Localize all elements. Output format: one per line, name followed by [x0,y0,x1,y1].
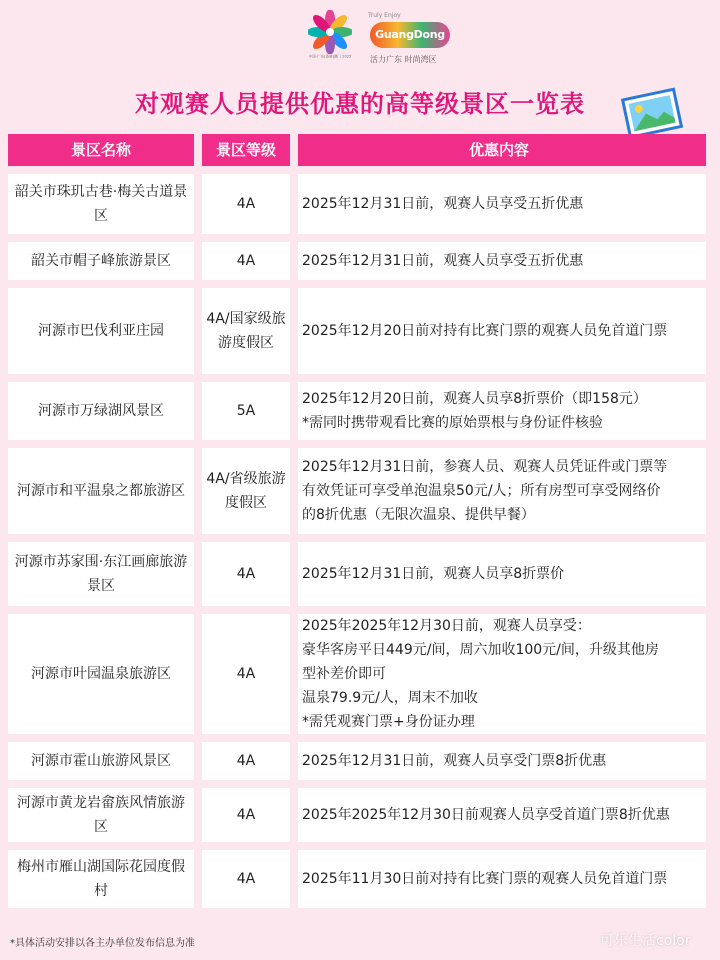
scenic-name-cell-line: 河源市苏家围·东江画廊 [14,554,160,570]
scenic-name-cell [8,174,194,234]
offer-content-cell-line: 2025年12月31日前，观赛人员享受五折优惠 [302,253,584,269]
header-cell-name: 景区名称 [8,134,194,166]
scenic-level-cell [202,242,290,280]
table-row [8,850,708,908]
scenic-name-cell-line: 河源市霍山旅游风景区 [31,753,171,769]
photo-sticker-icon [618,86,688,140]
scenic-level-cell-line: 4A [236,807,256,823]
offer-content-cell [298,288,706,374]
scenic-level-cell [202,614,290,734]
offer-content-cell-line: 2025年2025年12月30日前观赛人员享受首道门票8折优惠 [302,807,670,823]
table-row [8,448,708,534]
offer-content-cell [298,614,706,734]
offer-content-cell-line: 2025年12月20日前对持有比赛门票的观赛人员免首道门票 [302,323,668,339]
footnote: *具体活动安排以各主办单位发布信息为准 [10,938,195,949]
scenic-name-cell-line: 河源市万绿湖风景区 [38,403,164,419]
scenic-level-cell [202,448,290,534]
offer-content-cell-line: 2025年11月30日前对持有比赛门票的观赛人员免首道门票 [302,871,668,887]
scenic-level-cell-line: 4A [236,253,256,269]
offer-content-cell-line: 2025年12月31日前，参赛人员、观赛人员凭证件或门票等 [302,459,668,475]
offer-content-cell [298,742,706,780]
scenic-name-cell-line: 河源市和平温泉之都 [17,483,143,499]
table-row [8,788,708,842]
scenic-name-cell [8,788,194,842]
scenic-level-cell-line: 4A [236,196,256,212]
scenic-level-cell [202,742,290,780]
scenic-name-cell-line: 旅游区 [94,795,185,835]
scenic-level-cell [202,788,290,842]
offer-content-cell [298,850,706,908]
scenic-name-cell-line: 河源市叶园温泉旅游区 [31,666,171,682]
offer-content-cell-line: 豪华客房平日449元/间，周六加收100元/间，升级其他房 [302,642,659,658]
offer-content-cell-line: 型补差价即可 [302,666,386,682]
table-row [8,742,708,780]
scenic-level-cell [202,542,290,606]
table-row [8,174,708,234]
scenic-level-cell-line: 级旅游度 [218,311,286,351]
scenic-level-cell [202,850,290,908]
offer-content-cell [298,174,706,234]
flower-logo-icon [308,10,352,54]
offer-content-cell [298,242,706,280]
scenic-level-cell [202,174,290,234]
watermark: 可乐生活color [600,933,691,949]
scenic-name-cell-line: 韶关市珠玑古巷· [14,184,118,200]
table-row [8,542,708,606]
table-row [8,288,708,374]
scenic-level-cell-line: 4A [236,566,256,582]
scenic-level-cell-line: 旅游度假 [225,471,286,511]
scenic-level-cell [202,288,290,374]
offer-content-cell [298,448,706,534]
scenic-level-cell-line: 假区 [246,335,274,351]
offer-content-cell-line: 2025年12月20日前，观赛人员享8折票价（即158元） [302,391,647,407]
logo-guangdong-brand: GuangDong [370,22,450,48]
header [0,0,720,80]
scenic-name-cell [8,850,194,908]
scenic-name-cell [8,288,194,374]
offer-content-cell-line: 2025年2025年12月30日前，观赛人员享受： [302,618,591,634]
scenic-level-cell-line: 5A [236,403,256,419]
scenic-name-cell-line: 河源市黄龙岩畲族风情 [17,795,157,811]
offer-content-cell-line: 2025年12月31日前，观赛人员享受门票8折优惠 [302,753,607,769]
logo-slogan: 活力广东 时尚湾区 [370,55,437,64]
page-title: 对观赛人员提供优惠的高等级景区一览表 [135,90,585,118]
scenic-name-cell-line: 河源市巴伐利亚庄园 [38,323,164,339]
scenic-level-cell [202,382,290,440]
scenic-name-cell-line: 度假村 [94,859,185,899]
scenic-name-cell-line: 旅游景区 [87,554,188,594]
games-logo-caption: 中国·广东|香港|澳门 2025 [308,54,352,59]
offer-content-cell-line: 的8折优惠（无限次温泉、提供早餐） [302,507,535,523]
header-cell-offer: 优惠内容 [298,134,706,166]
scenic-name-cell [8,614,194,734]
table-row [8,382,708,440]
offer-content-cell-line: 有效凭证可享受单泡温泉50元/人；所有房型可享受网络价 [302,483,661,499]
scenic-name-cell-line: 旅游区 [143,483,185,499]
logo-truly-enjoy: Truly Enjoy [368,12,401,19]
scenic-level-cell-line: 4A [236,753,256,769]
scenic-name-cell-line: 梅州市雁山湖国际花园 [17,859,157,875]
offer-content-cell-line: *需凭观赛门票+身份证办理 [302,714,475,730]
scenic-name-cell [8,242,194,280]
scenic-name-cell-line: 韶关市帽子峰旅游景区 [31,253,171,269]
table-row [8,242,708,280]
scenic-level-cell-line: 4A/国家 [206,311,258,327]
scenic-level-cell-line: 区 [253,495,267,511]
header-cell-level: 景区等级 [202,134,290,166]
offer-content-cell-line: *需同时携带观看比赛的原始票根与身份证件核验 [302,415,603,431]
scenic-name-cell [8,542,194,606]
offer-content-cell-line: 2025年12月31日前，观赛人员享8折票价 [302,566,565,582]
offer-content-cell-line: 2025年12月31日前，观赛人员享受五折优惠 [302,196,584,212]
scenic-level-cell-line: 4A [236,871,256,887]
offer-content-cell-line: 温泉79.9元/人，周末不加收 [302,690,478,706]
offer-content-cell [298,788,706,842]
offer-content-cell [298,382,706,440]
table-row [8,614,708,734]
scenic-name-cell [8,448,194,534]
guangdong-tourism-logo [366,12,466,72]
games-logo [304,10,356,70]
scenic-level-cell-line: 4A [236,666,256,682]
table-header-row [8,134,708,166]
scenic-name-cell [8,382,194,440]
scenic-level-cell-line: 4A/省级 [206,471,258,487]
scenic-name-cell [8,742,194,780]
scenic-name-cell-line: 梅关古道景区 [94,184,188,224]
offer-content-cell [298,542,706,606]
